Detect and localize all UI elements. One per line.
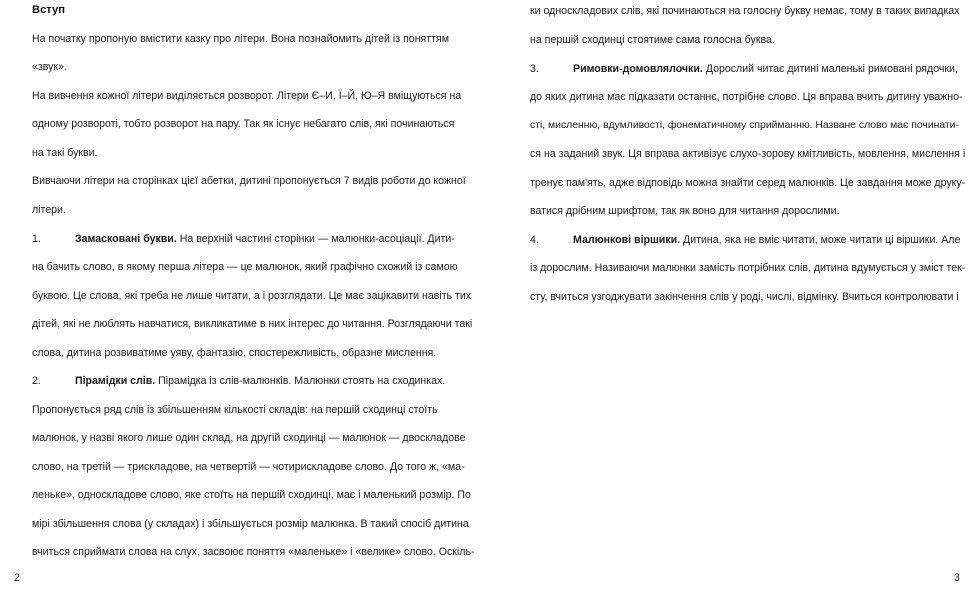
text-line: На початку пропоную вмістити казку про літери. Вона познайомить дітей із поняттям	[32, 33, 450, 45]
list-item-title: Римовки-домовлялочки.	[573, 63, 703, 75]
list-number: 3.	[530, 63, 539, 75]
text-line: На вивчення кожної літери виділяється розворот. Літери Є–И, Ї–Й, Ю–Я вміщуються на	[32, 90, 462, 102]
text-line: ся на заданий звук. Ця вправа активізує слухо-зорову кмітливість, мовлення, мислення і	[530, 148, 966, 160]
text-line: до яких дитина має підказати останнє, потрібне слово. Ця вправа вчить дитину уважно-	[530, 91, 963, 103]
list-item-title: Пірамідки слів.	[75, 375, 156, 387]
list-number: 4.	[530, 234, 539, 246]
section-heading: Вступ	[32, 4, 66, 16]
text-line: «звук».	[32, 61, 67, 73]
text-line: дітей, які не люблять навчатися, викликатиме в них інтерес до читання. Розглядаючи такі	[32, 318, 473, 330]
list-item-text: Дорослий читає дитині маленькі римовані рядочки,	[702, 63, 958, 75]
text-line: ватися дрібним шрифтом, так як воно для читання дорослими.	[530, 205, 840, 217]
text-line: ки односкладових слів, які починаються на голосну букву немає, тому в таких випадках	[530, 5, 960, 17]
text-line: мірі збільшення слова (у складах) і збільшується розмір малюнка. В такий спосіб дитина	[32, 518, 469, 530]
list-item-title: Малюнкові віршики.	[573, 234, 681, 246]
text-line: слово, на третій — трискладове, на четвертій — чотирискладове слово. До того ж, «ма-	[32, 461, 465, 473]
text-line: малюнок, у назві якого лише один склад, на другій сходинці — малюнок — двоскладове	[32, 432, 466, 444]
list-item-text: Дитина, яка не вміє читати, може читати ці віршики. Але	[680, 234, 961, 246]
list-item-first-line	[75, 374, 445, 388]
text-line: сту, вчиться узгоджувати закінчення слів у роді, числі, відмінку. Вчиться контролювати і	[530, 291, 959, 303]
text-line: Пропонується ряд слів із збільшенням кількості складів: на першій сходинці стоїть	[32, 404, 438, 416]
list-item-first-line	[573, 62, 958, 76]
list-item-text: Пірамідка із слів-малюнків. Малюнки стоять на сходинках.	[155, 375, 446, 387]
text-line: одному розвороті, тобто розворот на пару. Так як існує небагато слів, які починаються	[32, 118, 455, 130]
list-item-first-line	[75, 232, 455, 246]
text-line: леньке», односкладове слово, яке стоїть на першій сходинці, має і маленький розмір. По	[32, 489, 471, 501]
list-item-first-line	[573, 233, 960, 247]
text-line: на першій сходинці стоятиме сама голосна буква.	[530, 34, 775, 46]
text-line: тренує пам'ять, адже відповідь можна знайти серед малюнків. Це завдання може друку-	[530, 177, 966, 189]
right-page	[488, 0, 975, 591]
text-line: на бачить слово, в якому перша літера — це малюнок, який графічно схожий із самою	[32, 261, 458, 273]
page-number: 3	[954, 572, 960, 584]
text-line: Вивчаючи літери на сторінках цієї абетки, дитині пропонується 7 видів роботи до кожної	[32, 175, 466, 187]
list-number: 1.	[32, 233, 41, 245]
text-line: із дорослим. Називаючи малюнки замість потрібних слів, дитина вдумується у зміст тек-	[530, 262, 966, 274]
list-item-title: Замасковані букви.	[75, 233, 177, 245]
text-line: слова, дитина розвиватиме уяву, фантазію, спостережливість, образне мислення.	[32, 347, 437, 359]
list-number: 2.	[32, 375, 41, 387]
text-line: сті, мисленню, вдумливості, фонематичному сприйманню. Назване слово має починати-	[530, 120, 959, 131]
text-line: буквою. Це слова, які треба не лише читати, а і розглядати. Це має зацікавити навіть тих	[32, 290, 472, 302]
text-line: на такі букви.	[32, 147, 98, 159]
text-line: вчиться сприймати слова на слух, засвоює поняття «маленьке» і «велике» слово. Оскіль-	[32, 546, 475, 558]
page-number: 2	[14, 572, 20, 584]
text-line: літери.	[32, 204, 66, 216]
list-item-text: На верхній частині сторінки — малюнки-асоціації. Дити-	[176, 233, 455, 245]
